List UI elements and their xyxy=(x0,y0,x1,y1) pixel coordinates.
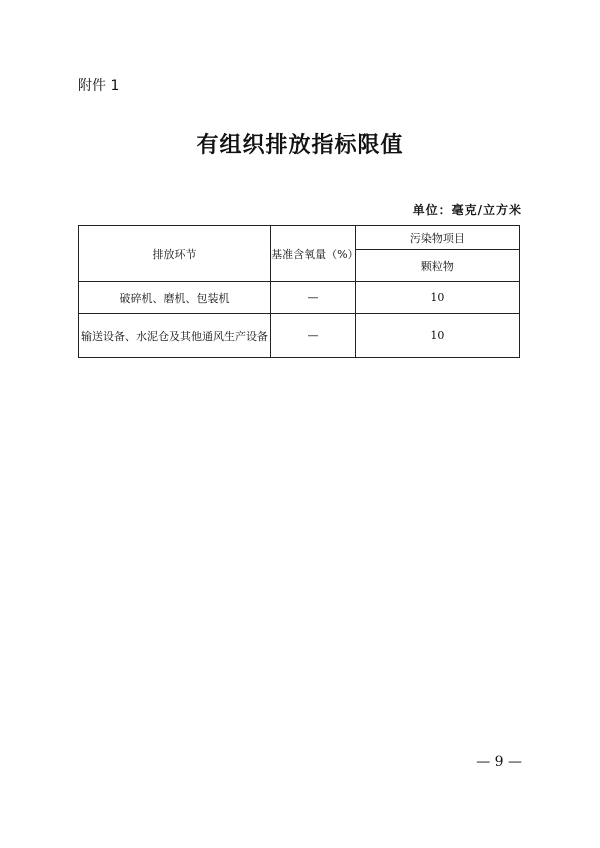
page-number: — 9 — xyxy=(476,754,522,770)
row-process: 破碎机、磨机、包装机 xyxy=(79,282,271,314)
table-row xyxy=(79,314,520,358)
header-oxygen: 基准含氧量（%） xyxy=(271,226,356,282)
header-particulate: 颗粒物 xyxy=(355,250,519,282)
table-header-row xyxy=(79,226,520,250)
table-row xyxy=(79,282,520,314)
row-process: 输送设备、水泥仓及其他通风生产设备 xyxy=(79,314,271,358)
annex-label: 附件 1 xyxy=(78,78,120,94)
row-oxygen: — xyxy=(271,314,356,358)
row-particulate: 10 xyxy=(355,282,519,314)
document-title: 有组织排放指标限值 xyxy=(196,133,404,158)
emission-limits-table xyxy=(78,225,520,358)
row-oxygen: — xyxy=(271,282,356,314)
row-particulate: 10 xyxy=(355,314,519,358)
header-process: 排放环节 xyxy=(79,226,271,282)
header-pollutant: 污染物项目 xyxy=(355,226,519,250)
unit-label: 单位：毫克/立方米 xyxy=(412,203,522,217)
